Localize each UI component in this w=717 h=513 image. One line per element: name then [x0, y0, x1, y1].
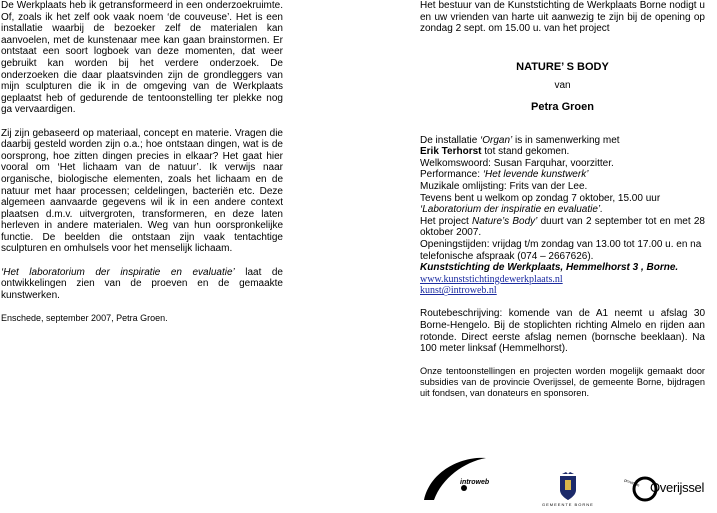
openingstijden: Openingstijden: vrijdag t/m zondag van 13.00 tot 17.00 u. en na telefonische afspraak (074 – 2667626). — [420, 238, 702, 262]
invitation-text: Het bestuur van de Kunststichting de Werkplaats Borne nodigt u en uw vrienden van harte uit aanwezig te zijn bij de opening op zondag 2 sept. om 15.00 u. van het project — [420, 0, 705, 35]
muzikale-line: Muzikale omlijsting: Frits van der Lee. — [420, 180, 588, 192]
performance-pre: Performance: — [420, 169, 483, 181]
welkomswoord: Welkomswoord: Susan Farquhar, voorzitter. — [420, 157, 614, 169]
sponsor-logos — [420, 452, 717, 513]
tevens-title: ‘Laboratorium der inspiratie en evaluatie’. — [420, 204, 603, 216]
project-title: NATURE’ S BODY — [516, 60, 609, 73]
laboratory-text: laat de ontwikkelingen zien van de proeven en de gemaakte kunstwerken. — [1, 266, 283, 301]
collaborator-post: tot stand gekomen. — [481, 146, 570, 158]
artist-name: Petra Groen — [531, 100, 594, 113]
overijssel-logo — [624, 474, 714, 510]
van-label: van — [554, 80, 571, 92]
laboratory-paragraph — [1, 267, 283, 302]
installatie-post: is in samenwerking met — [512, 134, 620, 146]
gemeente-text: GEMEENTE BORNE — [542, 502, 594, 507]
introweb-logo — [420, 452, 490, 508]
project-duration — [420, 216, 705, 239]
email-link[interactable]: kunst@introweb.nl — [420, 285, 497, 297]
signature: Enschede, september 2007, Petra Groen. — [1, 313, 168, 324]
address: Kunststichting de Werkplaats, Hemmelhorst 3 , Borne. — [420, 262, 679, 274]
concept-paragraph: Zij zijn gebaseerd op materiaal, concept en materie. Vragen die daarbij gesteld worden zijn o.a.; hoe ontstaan dingen, wat is de oorsprong, hoe zitten dingen precies in elkaar? Het gaat hier vooral om ‘Het lichaam van de natuur’. Ik verwijs naar organische, biologische elementen, zoals het lichaam en de natuur met haar processen; celdelingen, bacteriën etc. Deze algemeen aanvaarde gegevens wil ik in een andere context plaatsen d.m.v. uitvergroten, transformeren, en deze laten herleven in andere materialen. Weg van hun oorspronkelijke functie. De beelden die ontstaan zijn vaak tentachtige sculpturen en omhulsels voor het menselijk lichaam. — [1, 127, 283, 255]
overijssel-text: Overijssel — [650, 480, 705, 495]
sponsors-text: Onze tentoonstellingen en projecten worden mogelijk gemaakt door subsidies van de provincie Overijssel, de gemeente Borne, bijdragen uit fondsen, van donateurs en sponsoren. — [420, 366, 705, 399]
installatie-title: ‘Organ’ — [480, 134, 513, 146]
project-italic: Nature’s Body’ — [472, 215, 538, 227]
provincie-text: provincie — [623, 477, 641, 488]
tevens-line: Tevens bent u welkom op zondag 7 oktober, 15.00 uur — [420, 192, 661, 204]
collaborator-line — [420, 146, 705, 158]
project-post: duurt van 2 september tot en met 28 oktober 2007. — [420, 215, 705, 239]
route-description: Routebeschrijving: komende van de A1 neemt u afslag 30 Borne-Hengelo. Bij de stoplichten richting Almelo en rijden aan rotonde. Direct eerste afslag nemen (bornsche beeklaan). Na 100 meter linksaf (Hemmelhorst). — [420, 308, 705, 355]
performance-line — [420, 169, 705, 181]
website-link[interactable]: www.kunststichtingdewerkplaats.nl — [420, 273, 563, 285]
gemeente-borne-logo — [538, 472, 598, 510]
installatie-line — [420, 135, 705, 147]
installatie-pre: De installatie — [420, 134, 481, 146]
collaborator-name: Erik Terhorst — [420, 146, 482, 158]
performance-title: ‘Het levende kunstwerk’ — [482, 169, 589, 181]
intro-paragraph: De Werkplaats heb ik getransformeerd in een onderzoekruimte. Of, zoals ik het zelf ook vaak noem ‘de couveuse’. Het is een installatie waarbij de bezoeker zelf de materialen kan aanvoelen, met de kunstenaar mee kan gaan brainstormen. Er ontstaat een soort logboek van deze momenten, dat weer gebruikt kan worden bij het verdere onderzoek. De onderzoeken die daar plaatsvinden zijn de grondleggers van mijn sculpturen die ik in de omgeving van de Werkplaats geplaatst heb of gedurende de tentoonstelling ter plekke nog ga vervaardigen. — [1, 0, 283, 116]
left-column — [1, 0, 283, 325]
project-pre: Het project — [420, 215, 473, 227]
introweb-text: introweb — [460, 479, 490, 486]
right-column — [420, 0, 705, 399]
laboratory-title: ‘Het laboratorium der inspiratie en evaluatie’ — [1, 266, 235, 278]
